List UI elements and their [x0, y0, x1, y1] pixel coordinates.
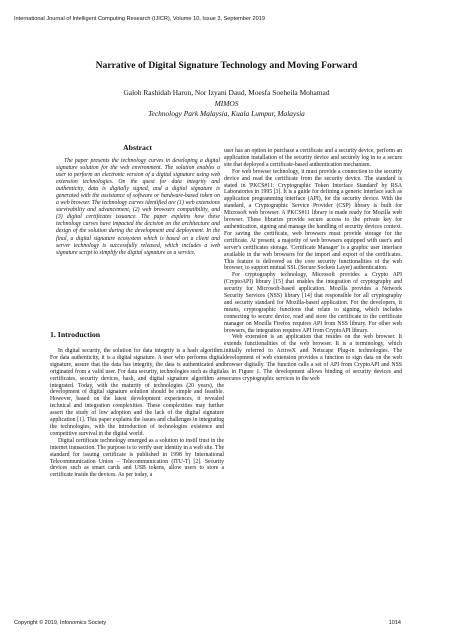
introduction-heading: 1. Introduction	[50, 330, 101, 339]
body-paragraph: In digital security, the solution for data integrity is a hash algorithm. For data authenticity, it is a digital signature. A user who performs digital signature, assure that the data has integrity, the data is authenticated and originated from a valid user. For data security, technologies such as digital certificates, security devices, hash, and digital signature algorithm are integrated. Today, with the maturity of technologies (20 years), the development of digital signature solution should be simple and feasible. However, based on the latest development experiences, it revealed technical and integration complexities. These complexities may further assert the study of low adoption and the lack of the digital signature application [1]. This paper explains the issues and challenges in integrating the technologies, with the introduction of technologies existence and competitive survival in the digital world.	[50, 348, 224, 437]
body-paragraph: Web extension is an application that resides on the web browser. It extends functionalities of the web browser. It is a terminology, which initially referred to ActiveX and Netscape Plug-in technologies. The development of web extension provides a function to sign data on the web browser digitally. The function calls a set of API from CryptoAPI and NSS as in Figure 1. The development allows binding of security devices and secures cryptographic services in the web	[224, 334, 402, 382]
affiliation-location: Technology Park Malaysia, Kuala Lumpur, Malaysia	[148, 109, 305, 118]
copyright-notice: Copyright © 2019, Infonomics Society	[14, 620, 107, 626]
affiliation-org: MIMOS	[214, 98, 239, 108]
right-column-body	[224, 148, 402, 383]
body-paragraph: user has an option to purchase a certificate and a security device, perform an application installation of the security device and securely log in to a secure site that deployed a certificate-based authentication mechanism.	[224, 148, 402, 168]
author-block	[0, 88, 453, 120]
abstract-heading: Abstract	[122, 143, 152, 152]
abstract-text: The paper presents the technology curves in developing a digital signature solution for the web environment. The solution enables a user to perform an electronic version of a digital signature using web extension technologies. On the quest for data integrity and authenticity, data is digitally signed, and a digital signature is generated with the assistance of software or hardware-based token on a web browser. The technology curves identified are (1) web extensions survivability and advancement, (2) web browsers compatibility, and (3) digital certificates issuance. The paper explains how these technology curves have impacted the decision on the architecture and design of the solution during the development and deployment. In the final, a digital signature ecosystem which is based on a client and server technology is successfully released, which includes a web signature script to simplify the digital signature as a service.	[56, 158, 220, 256]
running-head: International Journal of Intelligent Computing Research (IJICR), Volume 10, Issue 3, September 2019	[14, 16, 265, 22]
page-number: 1014	[388, 620, 401, 626]
body-paragraph: For web browser technology, it must provide a connection to the security device and read the certificate from the security device. The standard is stated in 'PKCS#11: Cryptographic Token Interface Standard' by RSA Laboratories in 1995 [3]. It is a guide for defining a generic interface such as application programming interface (API), for the security device. With the standard, a Cryptographic Service Provider (CSP) library is built for Microsoft web browser. A PKCS#11 library is made ready for Mozilla web browser. These libraries provide secure access to the private key for authentication, signing and manage the handling of security devices context. For saving the certificate, web browsers must provide storage for the certificate. At present, a majority of web browsers equipped with user's and server's certificates storage. 'Certificate Manager' is a graphic user interface available in the web browsers for the import and export of the certificates. This feature is delivered as the core security functionalities of the web browser, to support mutual SSL (Secure Sockets Layer) authentication.	[224, 168, 402, 272]
introduction-body	[50, 348, 224, 479]
body-paragraph: For cryptography technology, Microsoft provides a Crypto API (CryptoAPI) library [15] that enables the integration of cryptography and security for Microsoft-based application. Mozilla provides a Network Security Services (NSS) library [14] that responsible for all cryptography and security standard for Mozilla-based application. For the developers, it means, cryptographic functions that relate to signing, which includes connecting to secure device, read and store the certificate to the certificate manager on Mozilla Firefox requires API from NSS library. For other web browsers, the integration requires API from CryptoAPI library.	[224, 272, 402, 334]
author-names: Galoh Rashidah Haron, Nor Izyani Daud, Moesfa Soeheila Mohamad	[123, 88, 330, 97]
body-paragraph: Digital certificate technology emerged as a solution to instil trust in the internet transaction. The purpose is to verify user identity in a web site. The standard for issuing certificate is published in 1998 by International Telecommunication Union – Telecommunication (ITU-T) [2]. Security devices such as smart cards and USB tokens, allow users to store a certificate inside the devices. As per today, a	[50, 437, 224, 479]
paper-title: Narrative of Digital Signature Technology and Moving Forward	[95, 60, 358, 71]
